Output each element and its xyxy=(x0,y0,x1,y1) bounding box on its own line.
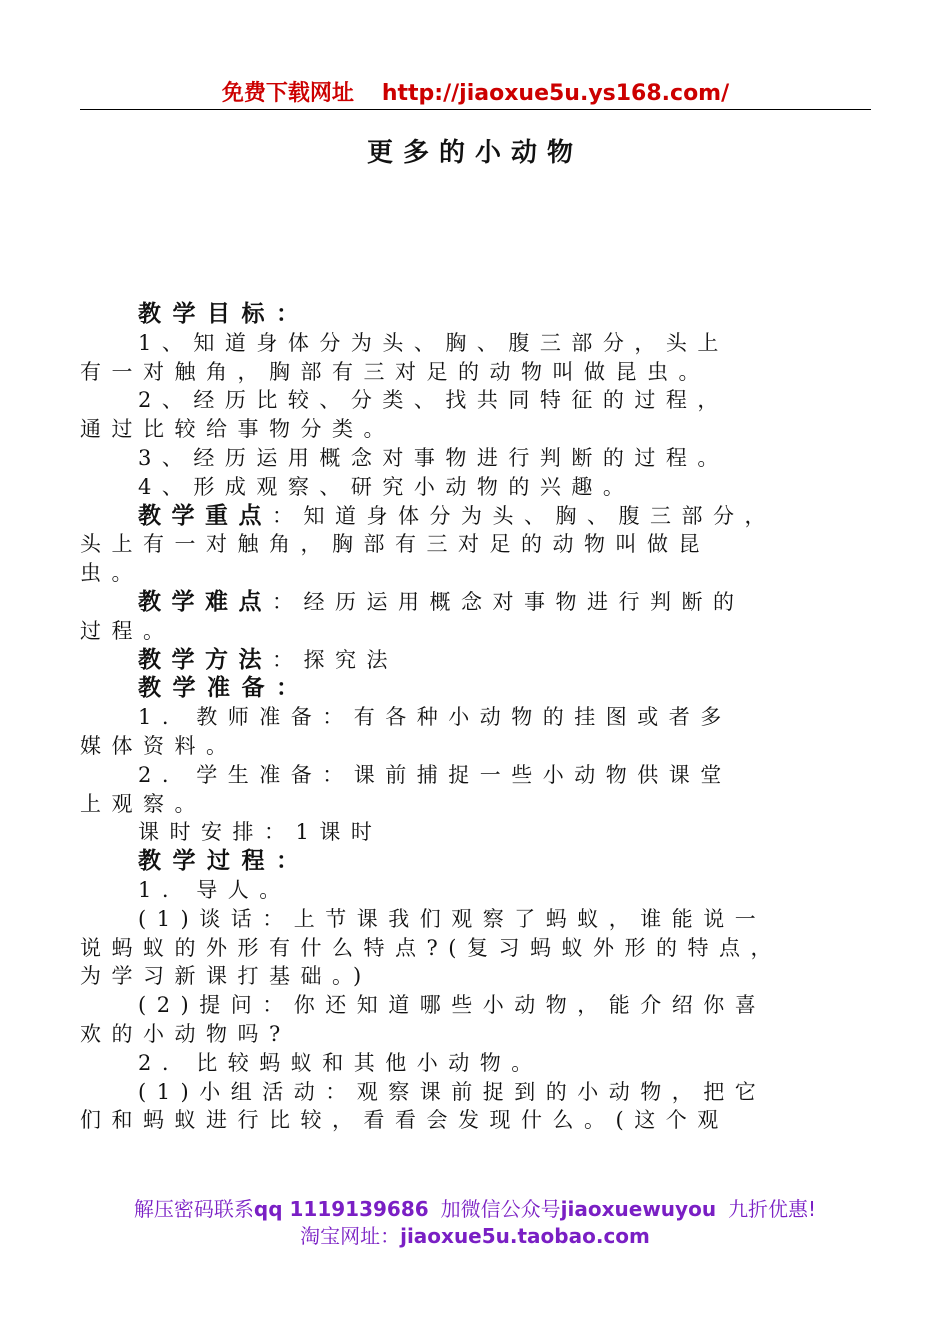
text-line xyxy=(80,646,880,675)
footer-line-2 xyxy=(0,1223,950,1250)
wechat-label: 加微信公众号 xyxy=(440,1197,561,1221)
text-line: 上观察。 xyxy=(80,791,206,816)
text-line: 有一对触角，胸部有三对足的动物叫做昆虫。 xyxy=(80,359,710,384)
text-line: 欢的小动物吗? xyxy=(80,1021,291,1046)
text-line: 4、形成观察、研究小动物的兴趣。 xyxy=(138,474,635,499)
text-line: 1. 导人。 xyxy=(138,877,291,902)
footer xyxy=(0,1196,950,1250)
text-line: 说蚂蚁的外形有什么特点?(复习蚂蚁外形的特点， xyxy=(80,935,782,960)
text-line: 为学习新课打基础。) xyxy=(80,964,372,989)
text-line xyxy=(80,588,880,617)
text-line xyxy=(80,502,880,531)
text-line: 2、经历比较、分类、找共同特征的过程， xyxy=(138,388,729,413)
download-header xyxy=(80,80,871,110)
section-heading: 教学重点 xyxy=(138,501,272,529)
text-line: 1. 教师准备：有各种小动物的挂图或者多 xyxy=(138,705,732,730)
header-divider xyxy=(80,109,871,110)
wechat-account: jiaoxuewuyou xyxy=(560,1197,717,1221)
section-heading: 教学准备： xyxy=(138,674,311,702)
text-line: 3、经历运用概念对事物进行判断的过程。 xyxy=(138,445,729,470)
section-text: ：知道身体分为头、胸、腹三部分， xyxy=(272,503,776,528)
taobao-label: 淘宝网址： xyxy=(300,1224,401,1248)
discount-text: 九折优惠! xyxy=(728,1197,817,1221)
text-line: 2. 学生准备：课前捕捉一些小动物供课堂 xyxy=(138,762,732,787)
document-body xyxy=(80,300,880,1135)
text-line: (2)提问：你还知道哪些小动物，能介绍你喜 xyxy=(138,993,767,1018)
section-heading: 教学难点 xyxy=(138,587,272,615)
text-line: 通过比较给事物分类。 xyxy=(80,417,395,442)
text-line: 课时安排：1课时 xyxy=(138,820,383,845)
download-label: 免费下载网址 xyxy=(221,81,354,106)
section-heading: 教学目标： xyxy=(138,300,311,327)
text-line: 头上有一对触角，胸部有三对足的动物叫做昆 xyxy=(80,532,710,557)
taobao-link[interactable]: jiaoxue5u.taobao.com xyxy=(400,1224,650,1248)
text-line: 虫。 xyxy=(80,561,143,586)
text-line: 媒体资料。 xyxy=(80,733,238,758)
page-title: 更多的小动物 xyxy=(366,138,583,168)
download-url-link[interactable]: http://jiaoxue5u.ys168.com/ xyxy=(381,81,730,106)
text-line: (1)小组活动：观察课前捉到的小动物，把它 xyxy=(138,1079,767,1104)
text-line: (1)谈话：上节课我们观察了蚂蚁，谁能说一 xyxy=(138,906,767,931)
text-line: 1、知道身体分为头、胸、腹三部分，头上 xyxy=(138,330,729,355)
section-heading: 教学过程： xyxy=(138,847,311,875)
text-line: 们和蚂蚁进行比较，看看会发现什么。(这个观 xyxy=(80,1108,729,1133)
password-contact-label: 解压密码联系 xyxy=(133,1197,254,1221)
text-line: 2. 比较蚂蚁和其他小动物。 xyxy=(138,1050,543,1075)
section-text: ：探究法 xyxy=(272,647,398,672)
section-text: ：经历运用概念对事物进行判断的 xyxy=(272,589,745,614)
text-line: 过程。 xyxy=(80,618,175,643)
section-heading: 教学方法 xyxy=(138,645,272,673)
qq-number: qq 1119139686 xyxy=(253,1197,429,1221)
footer-line-1 xyxy=(0,1196,950,1223)
